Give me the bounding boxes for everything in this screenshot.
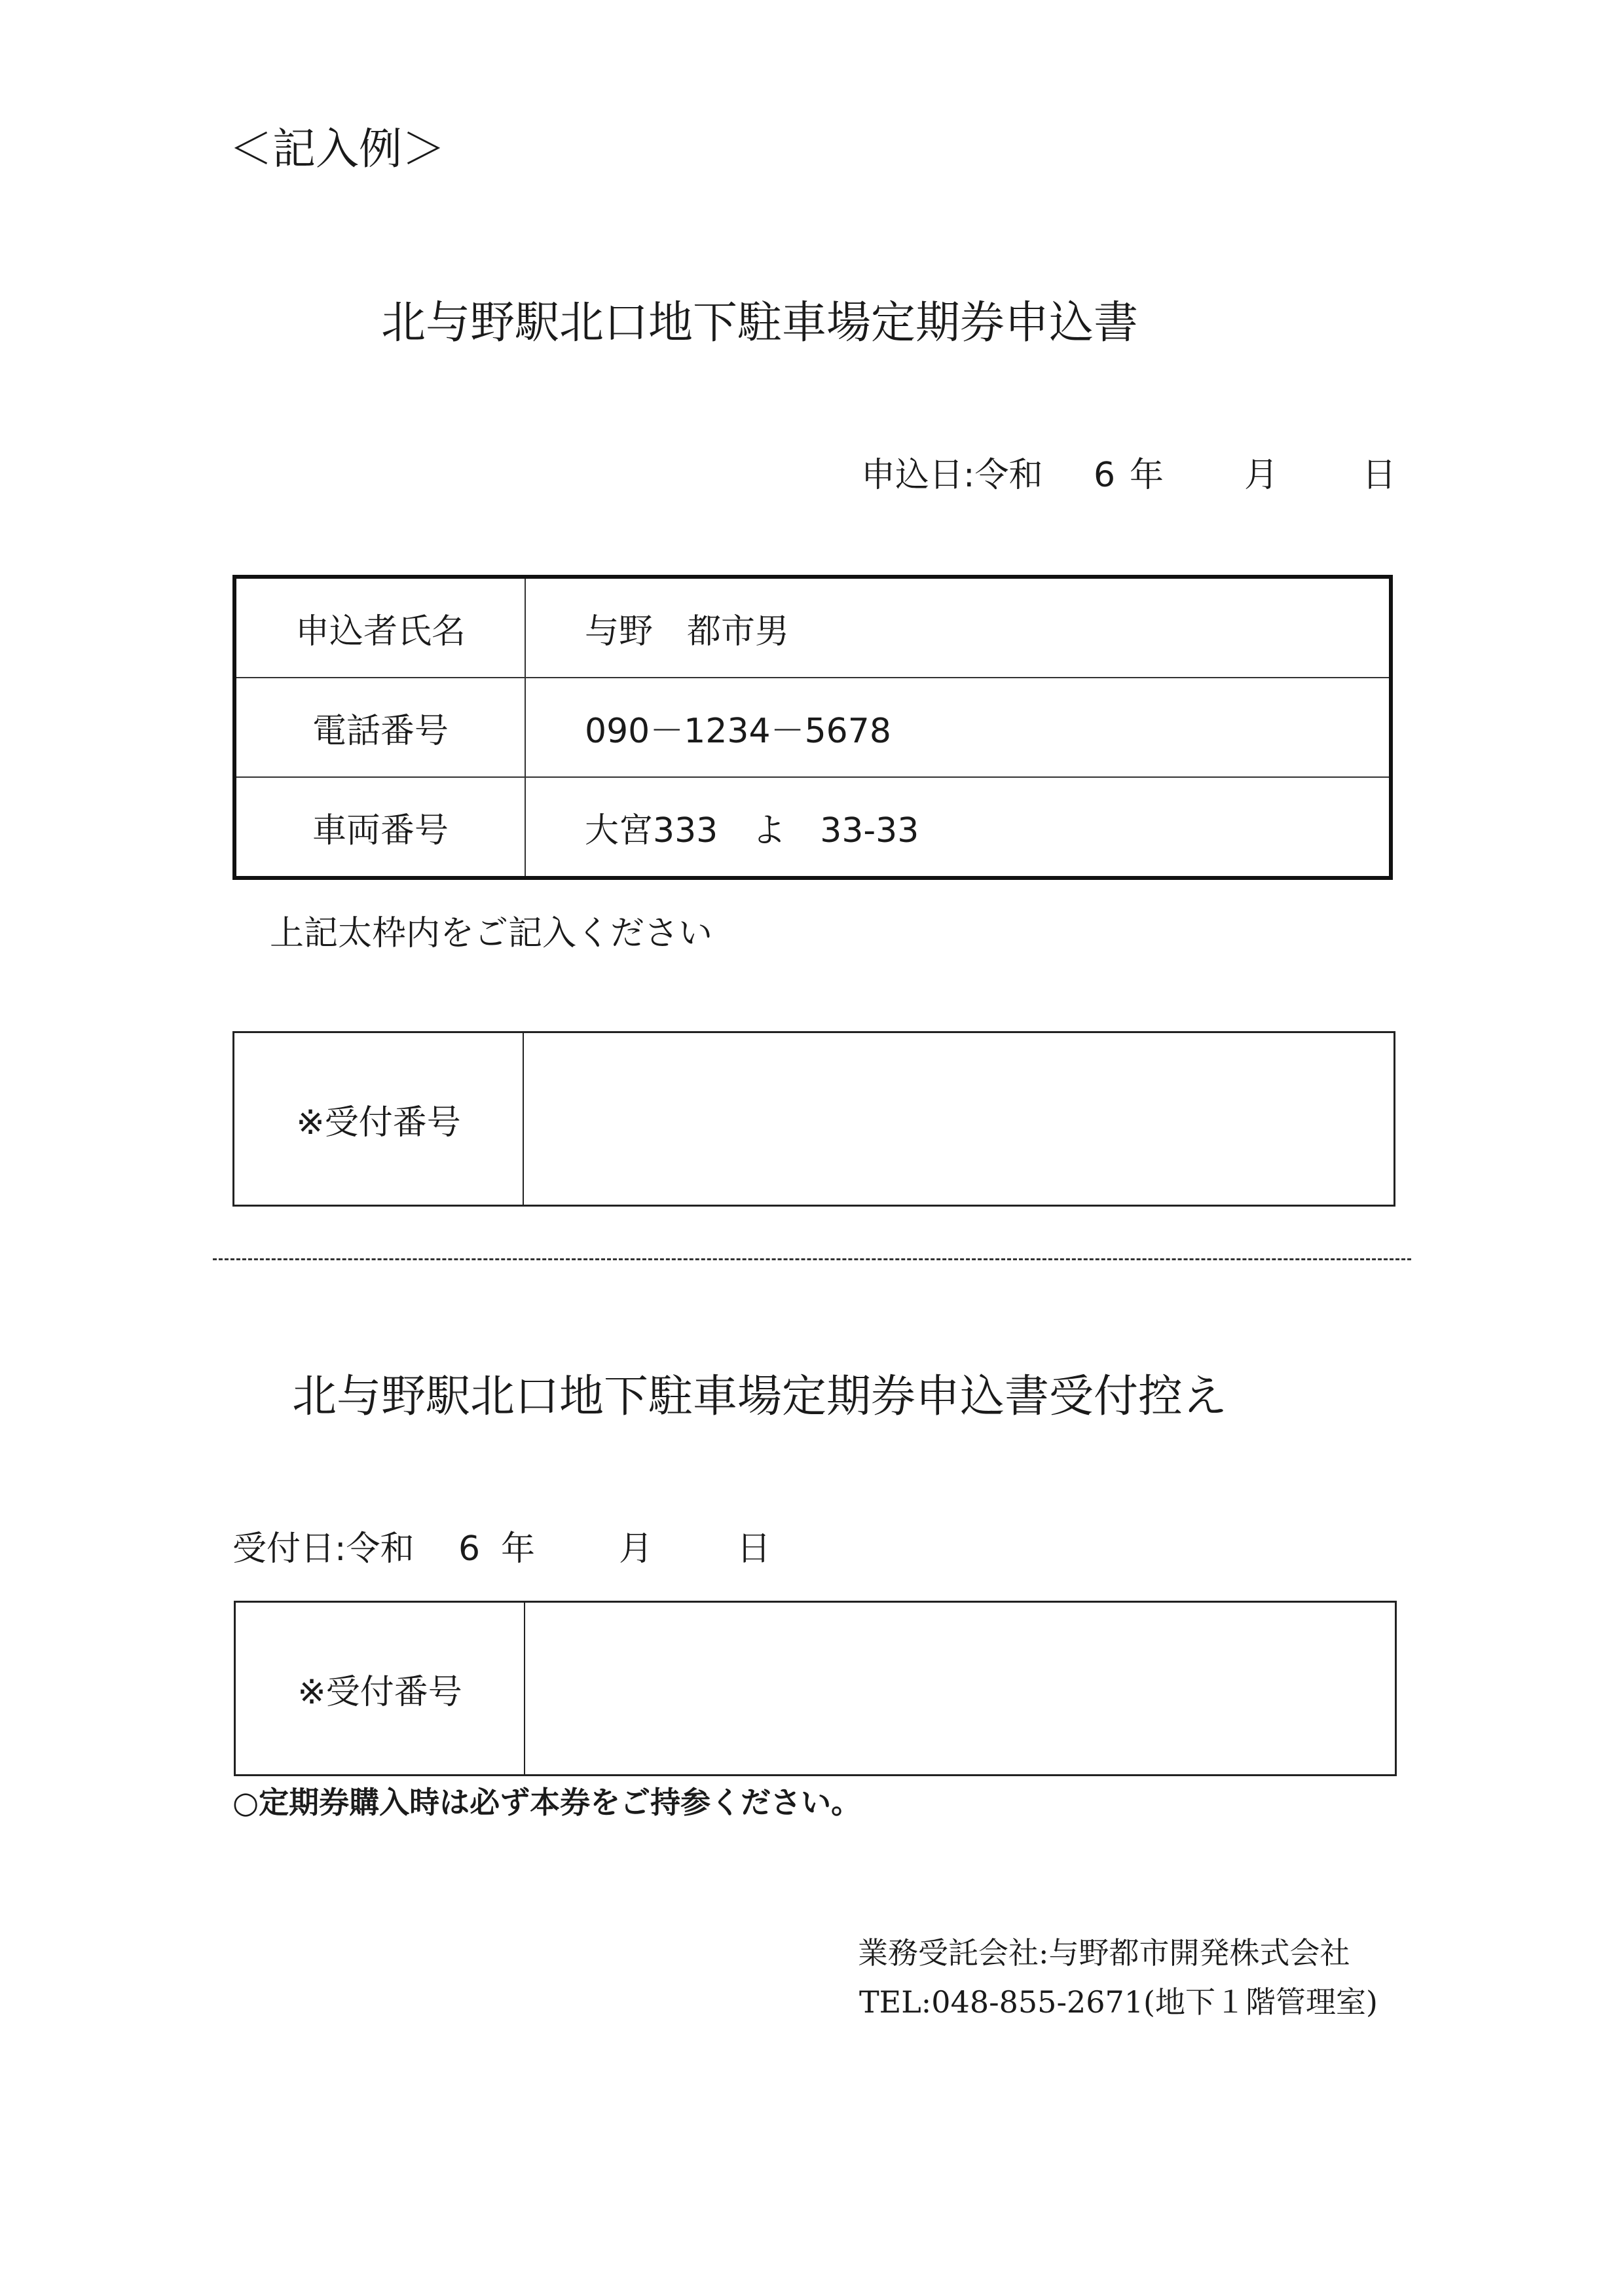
application-date-year-unit: 年 <box>1130 456 1164 495</box>
application-date-month-unit: 月 <box>1244 456 1279 495</box>
vehicle-number-row <box>234 777 1391 878</box>
fill-in-instruction: 上記太枠内をご記入ください <box>270 914 713 953</box>
applicant-name-field[interactable]: 与野 都市男 <box>525 577 1391 678</box>
application-date-year: 6 <box>1094 456 1116 495</box>
receipt-number-table <box>234 1601 1397 1776</box>
receipt-title: 北与野駅北口地下駐車場定期券申込書受付控え <box>291 1371 1227 1423</box>
phone-number-label: 電話番号 <box>234 678 525 777</box>
applicant-name-row <box>234 577 1391 678</box>
contact-phone: TEL:048-855-2671(地下１階管理室) <box>859 1984 1378 2020</box>
application-date-day-unit: 日 <box>1362 456 1397 495</box>
application-receipt-number-field[interactable] <box>523 1032 1395 1206</box>
application-receipt-number-table <box>232 1031 1395 1207</box>
application-title: 北与野駅北口地下駐車場定期券申込書 <box>380 297 1138 349</box>
receipt-number-label: ※受付番号 <box>235 1602 525 1776</box>
receipt-date-year: 6 <box>458 1529 481 1569</box>
receipt-number-field[interactable] <box>525 1602 1396 1776</box>
application-form-table <box>232 575 1393 880</box>
receipt-date-day-unit: 日 <box>737 1529 771 1569</box>
receipt-date-year-unit: 年 <box>501 1529 536 1569</box>
receipt-date-prefix: 受付日:令和 <box>232 1529 415 1569</box>
example-label: ＜記入例＞ <box>229 124 445 174</box>
contractor-company: 業務受託会社:与野都市開発株式会社 <box>858 1935 1350 1971</box>
phone-number-row <box>234 678 1391 777</box>
vehicle-number-label: 車両番号 <box>234 777 525 878</box>
vehicle-number-field[interactable]: 大宮333 よ 33-33 <box>525 777 1391 878</box>
applicant-name-label: 申込者氏名 <box>234 577 525 678</box>
phone-number-field[interactable]: 090－1234－5678 <box>525 678 1391 777</box>
application-receipt-number-label: ※受付番号 <box>234 1032 524 1206</box>
cut-line <box>213 1258 1411 1260</box>
receipt-date-month-unit: 月 <box>619 1529 654 1569</box>
application-date-prefix: 申込日:令和 <box>861 456 1043 495</box>
bring-receipt-note: ○定期券購入時は必ず本券をご持参ください。 <box>232 1785 862 1820</box>
